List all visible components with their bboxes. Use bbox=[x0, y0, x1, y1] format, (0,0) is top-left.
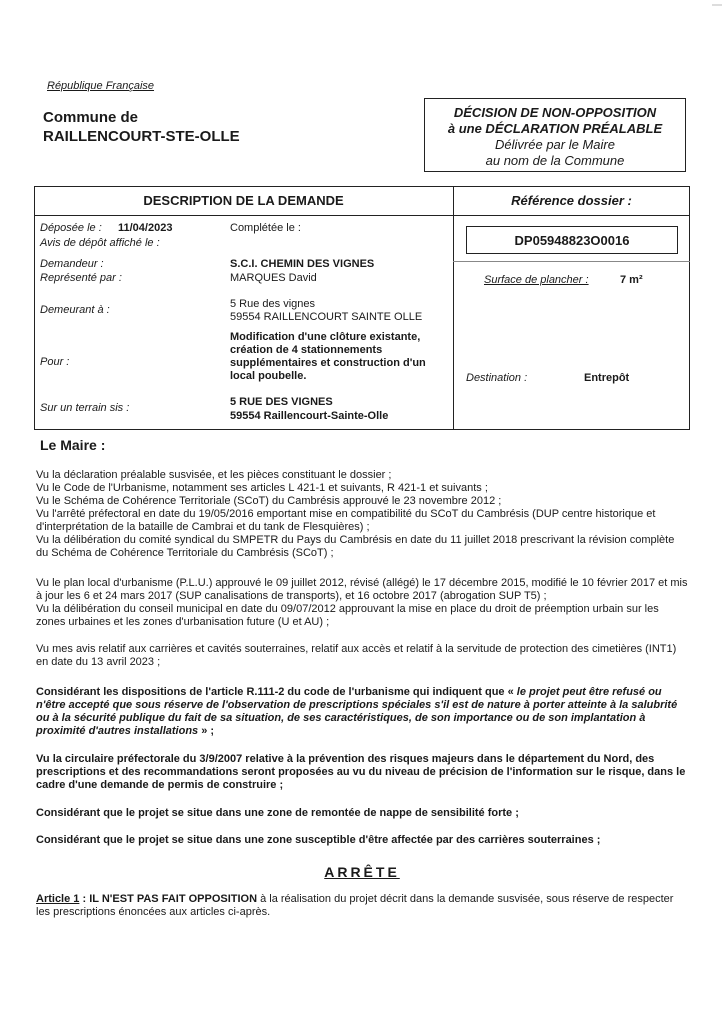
deposee-label: Déposée le : bbox=[40, 222, 102, 234]
visas-block-2 bbox=[36, 577, 688, 629]
pour-line: création de 4 stationnements bbox=[230, 344, 383, 356]
reference-number: DP05948823O0016 bbox=[514, 233, 630, 248]
represente-label: Représenté par : bbox=[40, 272, 122, 284]
demandeur-label: Demandeur : bbox=[40, 258, 104, 270]
terrain-line1: 5 RUE DES VIGNES bbox=[230, 396, 333, 408]
pour-line: supplémentaires et construction d'un bbox=[230, 357, 426, 369]
considerant-nappe: Considérant que le projet se situe dans une zone de remontée de nappe de sensibilité forte ; bbox=[36, 807, 519, 819]
le-maire-heading: Le Maire : bbox=[40, 437, 106, 453]
table-column-divider bbox=[453, 186, 454, 430]
deposee-value: 11/04/2023 bbox=[118, 222, 173, 234]
visa-paragraph: Vu le Code de l'Urbanisme, notamment ses articles L 421-1 et suivants, R 421-1 et suivants ; bbox=[36, 482, 488, 494]
commune-name bbox=[43, 108, 240, 146]
considerant-end: » ; bbox=[198, 725, 215, 737]
demeurant-line1: 5 Rue des vignes bbox=[230, 298, 315, 310]
demeurant-line2: 59554 RAILLENCOURT SAINTE OLLE bbox=[230, 311, 423, 323]
pour-line: local poubelle. bbox=[230, 370, 307, 382]
table-header-divider bbox=[34, 215, 690, 216]
destination-label: Destination : bbox=[466, 372, 528, 384]
considerant-carrieres: Considérant que le projet se situe dans une zone susceptible d'être affectée par des carrières souterraines ; bbox=[36, 834, 601, 846]
decision-delivered: Délivrée par le Maire bbox=[495, 137, 615, 152]
decision-subtitle: à une DÉCLARATION PRÉALABLE bbox=[447, 121, 663, 136]
avis-label: Avis de dépôt affiché le : bbox=[40, 237, 160, 249]
visa-paragraph: Vu mes avis relatif aux carrières et cavités souterraines, relatif aux accès et relatif à la servitude de protection des cimetières (INT1) en date du 13 avril 2023 ; bbox=[36, 643, 677, 668]
pour-label: Pour : bbox=[40, 356, 70, 368]
demandeur-value: S.C.I. CHEMIN DES VIGNES bbox=[230, 258, 375, 270]
visa-paragraph: Vu l'arrêté préfectoral en date du 19/05/2016 emportant mise en compatibilité du SCoT du Cambrésis (DUP centre historique et d'interprétation de la bataille de Cambrai et du tank de Flesquières) ; bbox=[36, 508, 656, 533]
surface-label: Surface de plancher : bbox=[484, 274, 589, 286]
visa-paragraph: Vu la délibération du comité syndical du SMPETR du Pays du Cambrésis en date du 11 juillet 2018 prescrivant la révision complète du Schéma de Cohérence Territoriale du Cambrésis (SCoT) ; bbox=[36, 534, 675, 559]
decision-box bbox=[424, 98, 686, 172]
considerant-intro: Considérant les dispositions de l'article R.111-2 du code de l'urbanisme qui indiquent que « bbox=[36, 686, 517, 698]
vu-circulaire: Vu la circulaire préfectorale du 3/9/2007 relative à la prévention des risques majeurs dans le département du Nord, des prescriptions et des recommandations seront proposées au vu du niveau de précision de l'information sur le risque, dans le cadre d'une demande de permis de construire ; bbox=[36, 753, 686, 791]
demeurant-label: Demeurant à : bbox=[40, 304, 110, 316]
republique-label: République Française bbox=[47, 80, 155, 92]
considerant-quote: le projet peut être refusé ou n'être accepté que sous réserve de l'observation de prescriptions spéciales s'il est de nature à porter atteinte à la salubrité ou à la sécurité publique du fait de sa situation, de ses caractéristiques, de son importance ou de son implantation à proximité d'autres installations bbox=[36, 686, 678, 737]
article-1 bbox=[36, 893, 688, 919]
commune-line1: Commune de bbox=[43, 109, 139, 126]
article-1-text: à la réalisation du projet décrit dans la demande susvisée, sous réserve de respecter les prescriptions énoncées aux articles ci-après. bbox=[36, 893, 674, 918]
scan-mark bbox=[712, 4, 722, 6]
article-1-colon: : bbox=[79, 893, 90, 905]
demande-title: DESCRIPTION DE LA DEMANDE bbox=[143, 193, 344, 208]
arrete-heading: ARRÊTE bbox=[324, 864, 400, 880]
visa-paragraph: Vu le plan local d'urbanisme (P.L.U.) approuvé le 09 juillet 2012, révisé (allégé) le 17 décembre 2015, modifié le 10 février 2017 et mis à jour les 6 et 24 mars 2017 (SUP canalisations de transports), et 16 octobre 2017 (abrogation SUP T5) ; bbox=[36, 577, 688, 602]
reference-title: Référence dossier : bbox=[511, 193, 632, 208]
visa-paragraph: Vu le Schéma de Cohérence Territoriale (SCoT) du Cambrésis approuvé le 23 novembre 2012 ; bbox=[36, 495, 502, 507]
article-1-label: Article 1 bbox=[36, 893, 80, 905]
visa-paragraph: Vu la déclaration préalable susvisée, et les pièces constituant le dossier ; bbox=[36, 469, 392, 481]
visas-block-3 bbox=[36, 643, 688, 669]
surface-value: 7 m² bbox=[620, 274, 643, 286]
decision-title: DÉCISION DE NON-OPPOSITION bbox=[453, 105, 657, 120]
article-1-statement: IL N'EST PAS FAIT OPPOSITION bbox=[89, 893, 258, 905]
visa-paragraph: Vu la délibération du conseil municipal en date du 09/07/2012 approuvant la mise en place du droit de préemption urbain sur les zones urbaines et les zones d'urbanisation future (U et AU) ; bbox=[36, 603, 659, 628]
commune-line2: RAILLENCOURT-STE-OLLE bbox=[43, 128, 240, 145]
completee-label: Complétée le : bbox=[230, 222, 301, 234]
decision-commune: au nom de la Commune bbox=[485, 153, 625, 168]
terrain-line2: 59554 Raillencourt-Sainte-Olle bbox=[230, 410, 389, 422]
destination-value: Entrepôt bbox=[584, 372, 630, 384]
reference-divider bbox=[453, 261, 690, 262]
terrain-label: Sur un terrain sis : bbox=[40, 402, 130, 414]
represente-value: MARQUES David bbox=[230, 272, 317, 284]
pour-value bbox=[230, 331, 426, 383]
visas-block-1 bbox=[36, 469, 688, 560]
considerant-r111-2 bbox=[36, 686, 688, 738]
pour-line: Modification d'une clôture existante, bbox=[230, 331, 421, 343]
